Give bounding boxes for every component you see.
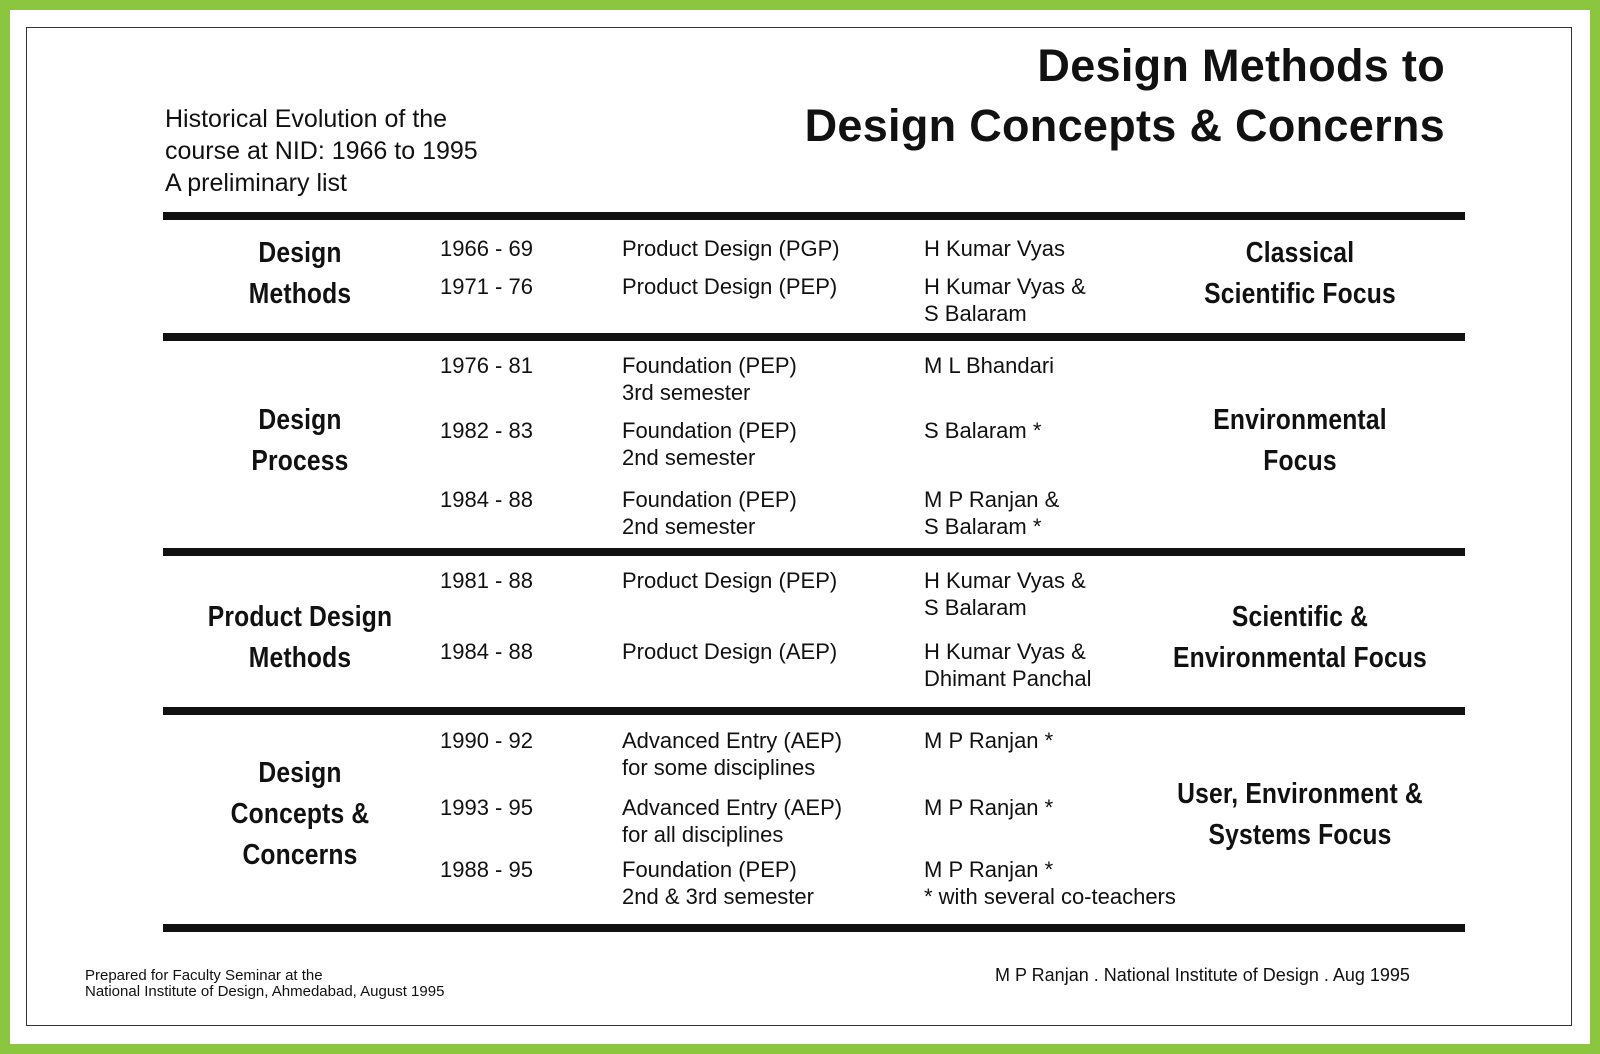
row-course: Product Design (PGP) [622,236,840,261]
row-years: 1984 - 88 [440,639,533,664]
row-course: Foundation (PEP) 3rd semester [622,353,797,405]
title-line-2: Design Concepts & Concerns [804,100,1445,151]
table-rule-top [163,212,1465,220]
row-teachers: H Kumar Vyas & S Balaram [924,568,1086,620]
row-teachers: M P Ranjan * [924,795,1054,820]
section-label-design-methods: Design Methods [248,237,352,310]
row-course: Advanced Entry (AEP) for some disciplines [622,728,843,780]
subtitle [165,103,478,199]
footer-credit: M P Ranjan . National Institute of Design . Aug 1995 [995,965,1410,985]
table-rule-2 [163,548,1465,556]
row-teachers: H Kumar Vyas [924,236,1066,261]
section-label-product-design-methods: Product Design Methods [207,601,393,674]
row-years: 1971 - 76 [440,274,533,299]
footer-note: Prepared for Faculty Seminar at the National Institute of Design, Ahmedabad, August 1995 [85,967,445,1000]
table-rule-3 [163,707,1465,715]
subtitle-line-3: A preliminary list [165,169,347,197]
row-years: 1993 - 95 [440,795,533,820]
table-rule-1 [163,333,1465,341]
focus-classical-scientific: Classical Scientific Focus [1204,237,1396,310]
row-course: Product Design (PEP) [622,274,838,299]
row-teachers: M L Bhandari [924,353,1055,378]
row-years: 1981 - 88 [440,568,533,593]
focus-scientific-environmental: Scientific & Environmental Focus [1173,601,1427,674]
row-teachers: M P Ranjan & S Balaram * [924,487,1060,539]
row-teachers: M P Ranjan * * with several co-teachers [924,857,1176,909]
row-teachers: H Kumar Vyas & Dhimant Panchal [924,639,1092,691]
row-course: Product Design (AEP) [622,639,838,664]
row-course: Foundation (PEP) 2nd semester [622,487,797,539]
section-label-design-process: Design Process [251,404,349,477]
focus-user-environment-systems: User, Environment & Systems Focus [1177,778,1423,851]
row-years: 1966 - 69 [440,236,533,261]
row-years: 1976 - 81 [440,353,533,378]
row-teachers: M P Ranjan * [924,728,1054,753]
row-years: 1982 - 83 [440,418,533,443]
row-years: 1988 - 95 [440,857,533,882]
row-course: Advanced Entry (AEP) for all disciplines [622,795,843,847]
row-course: Product Design (PEP) [622,568,838,593]
subtitle-line-1: Historical Evolution of the [165,105,448,133]
section-label-design-concepts-concerns: Design Concepts & Concerns [230,757,370,871]
table-rule-bottom [163,924,1465,932]
focus-environmental: Environmental Focus [1213,404,1387,477]
slide-page [10,10,1590,1044]
row-years: 1984 - 88 [440,487,533,512]
title-line-1: Design Methods to [1037,40,1445,91]
row-course: Foundation (PEP) 2nd & 3rd semester [622,857,814,909]
row-teachers: H Kumar Vyas & S Balaram [924,274,1086,326]
subtitle-line-2: course at NID: 1966 to 1995 [165,137,478,165]
row-teachers: S Balaram * [924,418,1042,443]
row-course: Foundation (PEP) 2nd semester [622,418,797,470]
row-years: 1990 - 92 [440,728,533,753]
page-title [805,36,1445,156]
